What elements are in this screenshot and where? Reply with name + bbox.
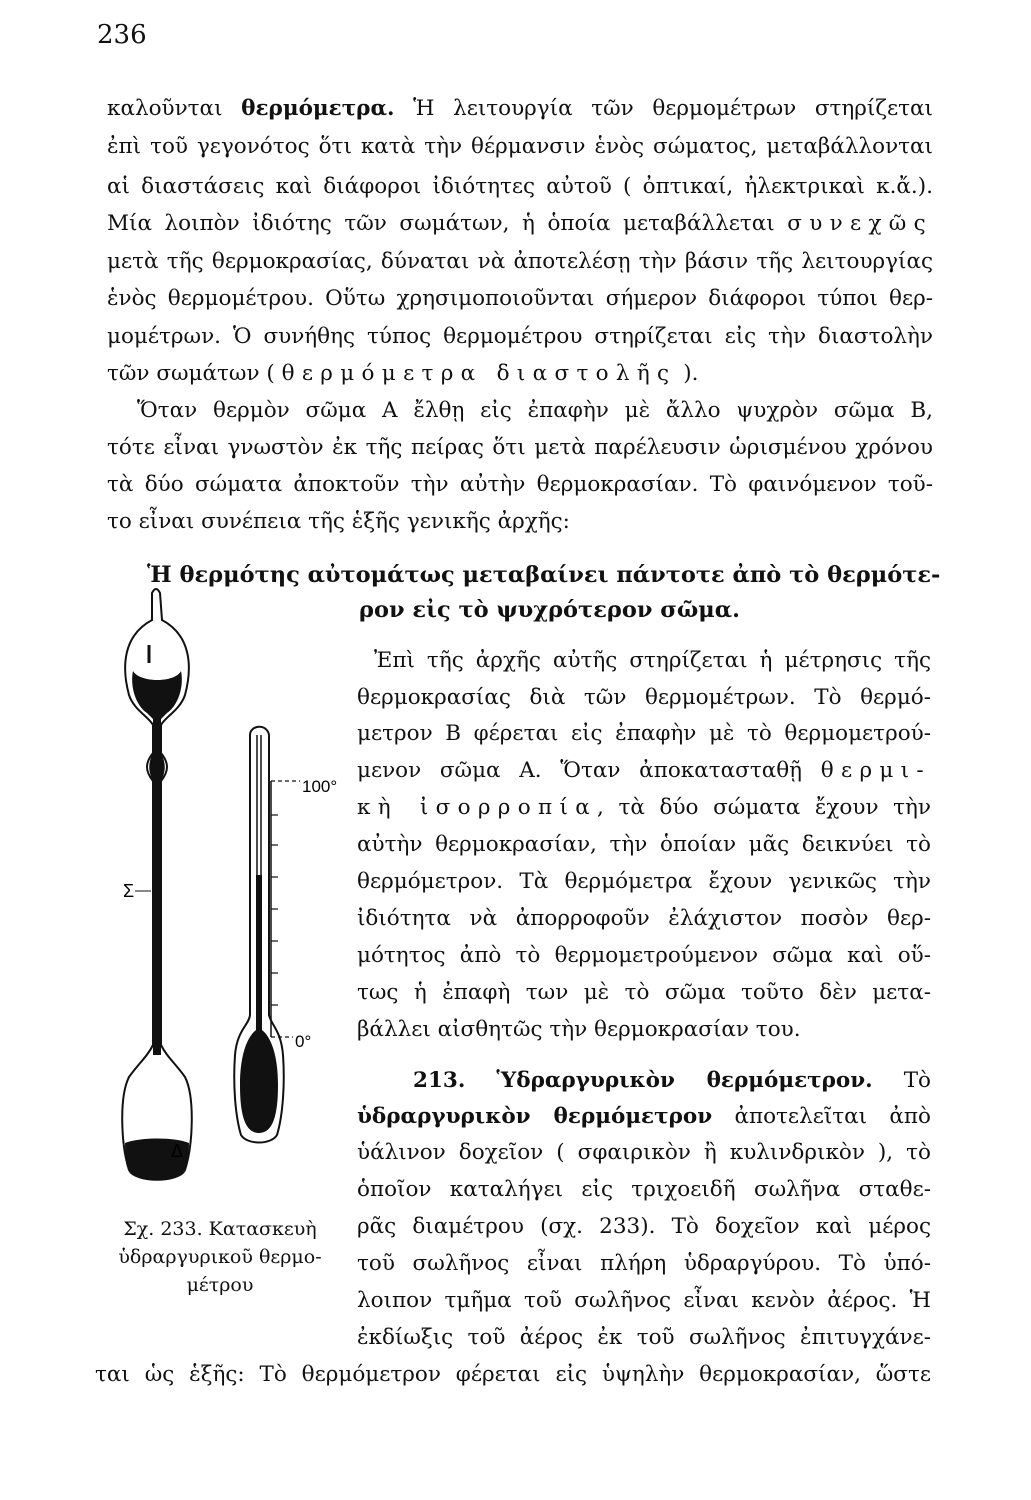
label-sigma: Σ [123,881,135,901]
page-number: 236 [97,20,147,50]
section-heading: 213. Ὑδραργυρικὸν θερμόμετρον. Τὸ [413,1068,931,1093]
text-line: μενον σῶμα Α. Ὅταν ἀποκατασταθῇ θερμι- [357,758,931,783]
text-line: ἐπὶ τοῦ γεγονότος ὅτι κατὰ τὴν θέρμανσιν ἑνὸς σώματος, μεταβάλλονται [107,134,933,159]
text-line: μετὰ τῆς θερμοκρασίας, δύναται νὰ ἀποτελέσῃ τὴν βάσιν τῆς λειτουργίας [107,249,933,274]
thermometer-figure [95,585,365,1215]
text-line: τὰ δύο σώματα ἀποκτοῦν τὴν αὐτὴν θερμοκρασίαν. Τὸ φαινόμενον τοῦ- [107,472,933,497]
emphasis-spaced: κὴ ἰσορροπία [357,795,598,820]
text-line: Ἐπὶ τῆς ἀρχῆς αὐτῆς στηρίζεται ἡ μέτρησις τῆς [374,648,931,673]
label-delta: Δ [171,1141,184,1161]
text-line: λοιπον τμῆμα τοῦ σωλῆνος εἶναι κενὸν ἀέρος. Ἡ [357,1288,931,1313]
text-line: καλοῦνται θερμόμετρα. Ἡ λειτουργία τῶν θερμομέτρων στηρίζεται [107,96,933,121]
text-line: ὑάλινον δοχεῖον ( σφαιρικὸν ἢ κυλινδρικὸν ), τὸ [357,1140,931,1165]
figure-caption-line-1: Σχ. 233. Κατασκευὴ [123,1218,317,1240]
text-line: κὴ ἰσορροπία, τὰ δύο σώματα ἔχουν τὴν [357,795,931,820]
text-line: βάλλει αἰσθητῶς τὴν θερμοκρασίαν του. [357,1017,801,1042]
text-line: θερμόμετρον. Τὰ θερμόμετρα ἔχουν γενικῶς τὴν [357,869,931,894]
text-line: αὐτὴν θερμοκρασίαν, τὴν ὁποίαν μᾶς δεικνύει τὸ [357,832,931,857]
section-title: Ὑδραργυρικὸν θερμόμετρον. [496,1068,873,1093]
label-100-degrees: 100° [302,777,338,796]
text-line: μετρον Β φέρεται εἰς ἐπαφὴν μὲ τὸ θερμομετρού- [357,721,931,746]
text-line: ὑδραργυρικὸν θερμόμετρον ἀποτελεῖται ἀπὸ [357,1104,931,1129]
emphasis-spaced: θερμι- [820,758,931,783]
text-line: ἑνὸς θερμομέτρου. Οὕτω χρησιμοποιοῦνται σήμερον διάφοροι τύποι θερ- [107,286,933,311]
term-thermometers: θερμόμετρα. [241,96,395,121]
figure-caption-line-2: ὑδραργυρικοῦ θερμο- [118,1246,322,1268]
term-mercury-thermometer: ὑδραργυρικὸν θερμόμετρον [357,1104,713,1129]
text-line: αἱ διαστάσεις καὶ διάφοροι ἰδιότητες αὐτοῦ ( ὀπτικαί, ἠλεκτρικαὶ κ.ἄ.). [107,174,933,199]
text-line: το εἶναι συνέπεια τῆς ἑξῆς γενικῆς ἀρχῆς: [107,509,570,534]
text-line: Μία λοιπὸν ἰδιότης τῶν σωμάτων, ἡ ὁποία μεταβάλλεται συνεχῶς [107,211,933,236]
section-number: 213. [413,1068,466,1093]
text-line: ἐκδίωξις τοῦ ἀέρος ἐκ τοῦ σωλῆνος ἐπιτυγχάνε- [357,1325,931,1350]
text-line: ται ὡς ἑξῆς: Τὸ θερμόμετρον φέρεται εἰς ὑψηλὴν θερμοκρασίαν, ὥστε [95,1362,931,1387]
principle-line-1: Ἡ θερμότης αὐτομάτως μεταβαίνει πάντοτε ἀπὸ τὸ θερμότε- [147,562,941,588]
text-line: τῶν σωμάτων ( θερμόμετρα διαστολῆς ). [107,361,699,386]
graduated-thermometer [234,727,337,1143]
text-line: μότητος ἀπὸ τὸ θερμομετρούμενον σῶμα καὶ οὕ- [357,943,931,968]
text-line: μομέτρων. Ὁ συνήθης τύπος θερμομέτρου στηρίζεται εἰς τὴν διαστολὴν [107,324,933,349]
text-line: ὁποῖον καταλήγει εἰς τριχοειδῆ σωλῆνα σταθε- [357,1177,931,1202]
principle-line-2: ρον εἰς τὸ ψυχρότερον σῶμα. [359,597,740,623]
label-0-degrees: 0° [295,1032,312,1051]
figure-caption-line-3: μέτρου [186,1274,254,1296]
text-line: ἰδιότητα νὰ ἀπορροφοῦν ἐλάχιστον ποσὸν θερ- [357,906,931,931]
text-line: Ὅταν θερμὸν σῶμα Α ἔλθῃ εἰς ἐπαφὴν μὲ ἄλλο ψυχρὸν σῶμα Β, [137,398,933,423]
text-line: ρᾶς διαμέτρου (σχ. 233). Τὸ δοχεῖον καὶ μέρος [357,1214,931,1239]
text-line: τότε εἶναι γνωστὸν ἐκ τῆς πείρας ὅτι μετὰ παρέλευσιν ὡρισμένου χρόνου [107,435,933,460]
text-line: τως ἡ ἐπαφὴ των μὲ τὸ σῶμα τοῦτο δὲν μετα- [357,980,931,1005]
construction-thermometer [122,589,192,1180]
emphasis-spaced: θερμόμετρα διαστολῆς [281,361,677,386]
text-line: θερμοκρασίας διὰ τῶν θερμομέτρων. Τὸ θερμό- [357,685,931,710]
text-line: τοῦ σωλῆνος εἶναι πλήρη ὑδραργύρου. Τὸ ὑπό- [357,1251,931,1276]
emphasis-spaced: συνεχῶς [787,211,933,236]
